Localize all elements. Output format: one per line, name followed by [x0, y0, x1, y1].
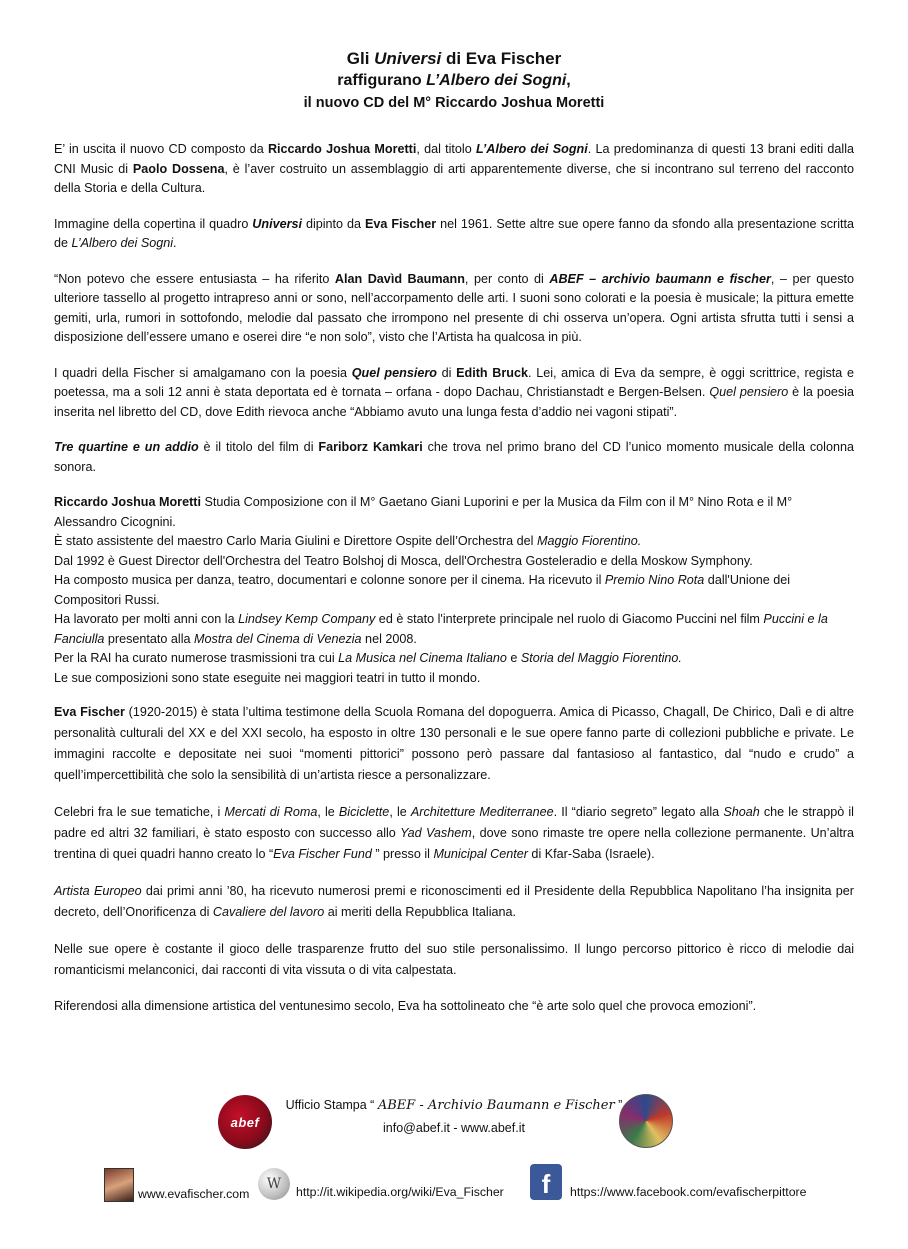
facebook-icon: f	[530, 1164, 562, 1200]
link-wikipedia-text[interactable]: http://it.wikipedia.org/wiki/Eva_Fischer	[296, 1185, 504, 1199]
abef-logo: abef	[218, 1095, 272, 1149]
eva-fischer-portrait-icon	[104, 1168, 134, 1202]
artwork-logo	[619, 1094, 673, 1148]
paragraph-quote: “Non potevo che essere entusiasta – ha riferito Alan Davìd Baumann, per conto di ABEF – archivio baumann e fischer, – per questo ulteriore tassello al progetto intrapreso anni or sono, nell’accorpamento delle arti. I suoni sono colorati e la poesia è musicale; la pittura emette gemiti, urla, rumori in sottofondo, melodie dal passato che irrompono nel presente di chi osserva un’opera. Ogni artista sfrutta tutti i sensi a disposizione dell’essere umano e oserei dire “e non solo”, visto che l’Artista ha qualcosa in più.	[54, 271, 855, 344]
press-office-info	[0, 1094, 908, 1139]
link-facebook-text[interactable]: https://www.facebook.com/evafischerpittore	[570, 1185, 807, 1199]
paragraph-themes: Celebri fra le sue tematiche, i Mercati di Roma, le Biciclette, le Architetture Mediterranee. Il “diario segreto” legato alla Shoah che le strappò il padre ed altri 32 familiari, è stato esposto con successo allo Yad Vashem, dove sono rimaste tre opere nella collezione permanente. Un’altra trentina di quei quadri hanno creato lo “Eva Fischer Fund ” presso il Municipal Center di Kfar-Saba (Israele).	[54, 805, 854, 861]
press-office-label: Ufficio Stampa “ ABEF - Archivio Baumann e Fischer ”	[285, 1098, 623, 1113]
document-title	[0, 48, 908, 114]
paragraph-poem: I quadri della Fischer si amalgamano con la poesia Quel pensiero di Edith Bruck. Lei, amica di Eva da sempre, è oggi scrittrice, regista e poetessa, ma a soli 12 anni è stata deportata ed è tornata – orfana - dopo Dachau, Christianstadt e Bergen-Belsen. Quel pensiero è la poesia inserita nel libretto del CD, dove Edith rievoca anche “Abbiamo avuto una lunga festa d’addio nei vagoni stipati”.	[54, 365, 854, 419]
article-body	[54, 140, 854, 1033]
paragraph-eva-fischer: Eva Fischer (1920-2015) è stata l’ultima testimone della Scuola Romana del dopoguerra. Amica di Picasso, Chagall, De Chirico, Dalì e di altre personalità culturali del XX e del XXI secolo, ha esposto in oltre 130 personali e le sue opere fanno parte di collezioni pubbliche e private. Le immagini raccolte e depositate nei suoi “momenti pittorici” possono però passare dal fantasioso al fantastico, dal “nudo e crudo” a quell’impercettibilità che solo la sensibilità di un’artista riesce a personalizzare.	[54, 705, 854, 782]
title-line-1: Gli Universi di Eva Fischer	[346, 49, 562, 68]
paragraph-closing: Riferendosi alla dimensione artistica del ventunesimo secolo, Eva ha sottolineato che “è arte solo quel che provoca emozioni”.	[54, 999, 757, 1013]
link-wikipedia[interactable]	[258, 1168, 504, 1200]
link-evafischer[interactable]	[104, 1168, 249, 1202]
paragraph-cover: Immagine della copertina il quadro Universi dipinto da Eva Fischer nel 1961. Sette altre sue opere fanno da sfondo alla presentazione scritta de L’Albero dei Sogni.	[54, 216, 854, 250]
paragraph-style: Nelle sue opere è costante il gioco delle trasparenze frutto del suo stile personalissimo. Il lungo percorso pittorico è ricco di melodie dai romanticismi melanconici, dai racconti di vita vissuta o di vita calpestata.	[54, 942, 854, 977]
wikipedia-icon: W	[258, 1168, 290, 1200]
link-evafischer-text[interactable]: www.evafischer.com	[138, 1187, 250, 1201]
paragraph-biography-moretti: Riccardo Joshua Moretti Studia Composizione con il M° Gaetano Giani Luporini e per la Musica da Film con il M° Nino Rota e il M° Alessandro Cicognini. È stato assistente del maestro Carlo Maria Giulini e Direttore Ospite dell’Orchestra del Maggio Fiorentino. Dal 1992 è Guest Director dell'Orchestra del Teatro Bolshoj di Mosca, dell'Orchestra Gosteleradio e della Moskow Symphony. Ha composto musica per danza, teatro, documentari e colonne sonore per il cinema. Ha ricevuto il Premio Nino Rota dall'Unione dei Compositori Russi. Ha lavorato per molti anni con la Lindsey Kemp Company ed è stato l'interprete principale nel ruolo di Giacomo Puccini nel film Puccini e la Fanciulla presentato alla Mostra del Cinema di Venezia nel 2008. Per la RAI ha curato numerose trasmissioni tra cui La Musica nel Cinema Italiano e Storia del Maggio Fiorentino. Le sue composizioni sono state eseguite nei maggiori teatri in tutto il mondo.	[54, 495, 828, 685]
paragraph-film: Tre quartine e un addio è il titolo del film di Fariborz Kamkari che trova nel primo brano del CD l’unico momento musicale della colonna sonora.	[54, 440, 854, 474]
paragraph-intro: E’ in uscita il nuovo CD composto da Riccardo Joshua Moretti, dal titolo L’Albero dei Sogni. La predominanza di questi 13 brani editi dalla CNI Music di Paolo Dossena, è l’aver costruito un assemblaggio di arti apparentemente diverse, che si incontrano sul terreno del racconto della Storia e della Cultura.	[54, 142, 854, 195]
title-line-3: il nuovo CD del M° Riccardo Joshua Moretti	[303, 95, 605, 111]
title-line-2: raffigurano L’Albero dei Sogni,	[337, 72, 571, 89]
link-facebook[interactable]	[530, 1164, 806, 1200]
links-bar	[0, 1164, 908, 1214]
paragraph-awards: Artista Europeo dai primi anni ’80, ha ricevuto numerosi premi e riconoscimenti ed il Presidente della Repubblica Napolitano l’ha insignita per decreto, dell’Onorificenza di Cavaliere del lavoro ai meriti della Repubblica Italiana.	[54, 884, 854, 919]
press-office-contacts[interactable]: info@abef.it - www.abef.it	[383, 1121, 525, 1135]
